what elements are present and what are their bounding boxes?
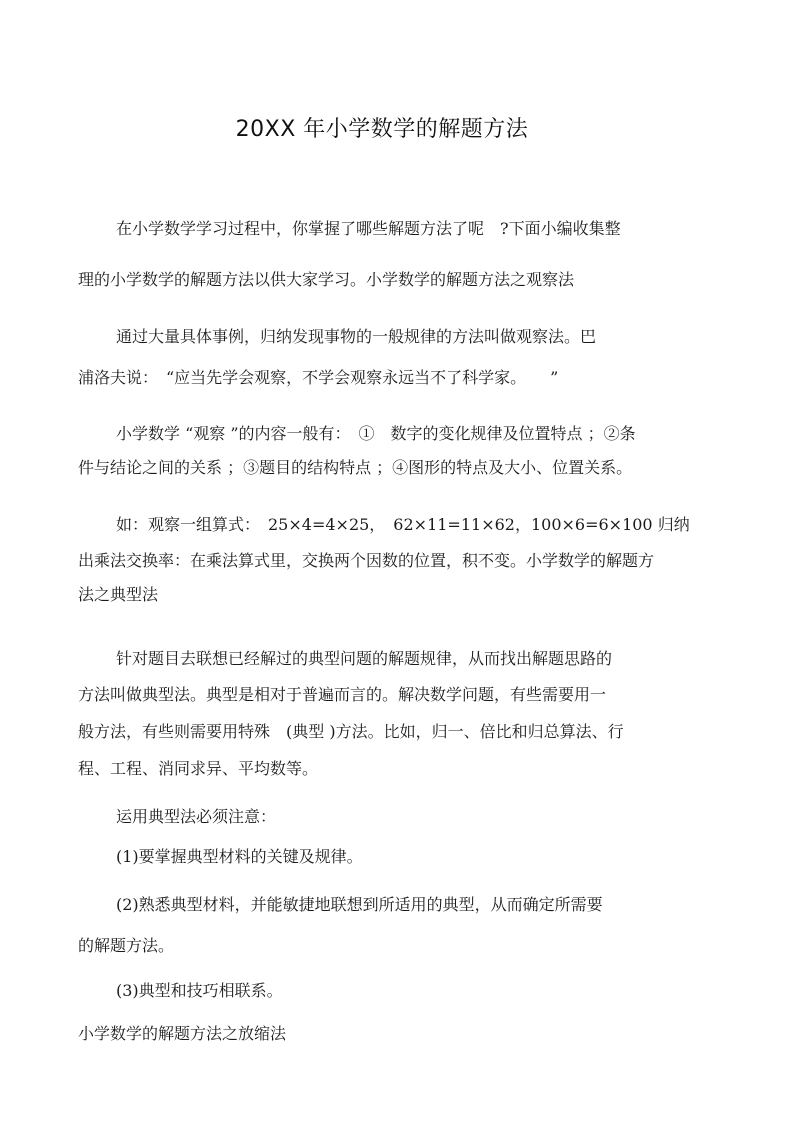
- paragraph-line: 出乘法交换率：在乘法算式里，交换两个因数的位置，积不变。小学数学的解题方: [78, 551, 655, 570]
- paragraph-line: 通过大量具体事例，归纳发现事物的一般规律的方法叫做观察法。巴: [116, 327, 597, 346]
- section-heading: 小学数学的解题方法之放缩法: [78, 1024, 287, 1043]
- paragraph-line: 浦洛夫说： “应当先学会观察，不学会观察永远当不了科学家。 ”: [78, 368, 559, 387]
- list-item: (3)典型和技巧相联系。: [116, 981, 283, 1000]
- list-item: (1)要掌握典型材料的关键及规律。: [116, 847, 363, 866]
- paragraph-line: 件与结论之间的关系 ；③题目的结构特点 ；④图形的特点及大小、位置关系。: [78, 458, 633, 477]
- paragraph-line: 法之典型法: [78, 585, 159, 604]
- list-item: (2)熟悉典型材料，并能敏捷地联想到所适用的典型，从而确定所需要: [116, 895, 603, 914]
- paragraph-line: 在小学数学学习过程中，你掌握了哪些解题方法了呢 ?下面小编收集整: [116, 219, 621, 238]
- paragraph-line: 理的小学数学的解题方法以供大家学习。小学数学的解题方法之观察法: [78, 270, 575, 289]
- paragraph-line: 如：观察一组算式： 25×4=4×25， 62×11=11×62，100×6=6×100 归纳: [116, 515, 690, 534]
- paragraph-line: 小学数学 “观察 ”的内容一般有： ① 数字的变化规律及位置特点 ；②条: [116, 424, 636, 443]
- paragraph-line: 的解题方法。: [78, 936, 175, 955]
- paragraph-line: 运用典型法必须注意：: [116, 807, 277, 826]
- document-title: 20XX 年小学数学的解题方法: [235, 117, 529, 142]
- paragraph-line: 方法叫做典型法。典型是相对于普遍而言的。解决数学问题，有些需要用一: [78, 685, 607, 704]
- paragraph-line: 针对题目去联想已经解过的典型问题的解题规律，从而找出解题思路的: [116, 649, 613, 668]
- paragraph-line: 般方法，有些则需要用特殊 (典型 )方法。比如，归一、倍比和归总算法、行: [78, 722, 624, 741]
- paragraph-line: 程、工程、消同求异、平均数等。: [78, 759, 319, 778]
